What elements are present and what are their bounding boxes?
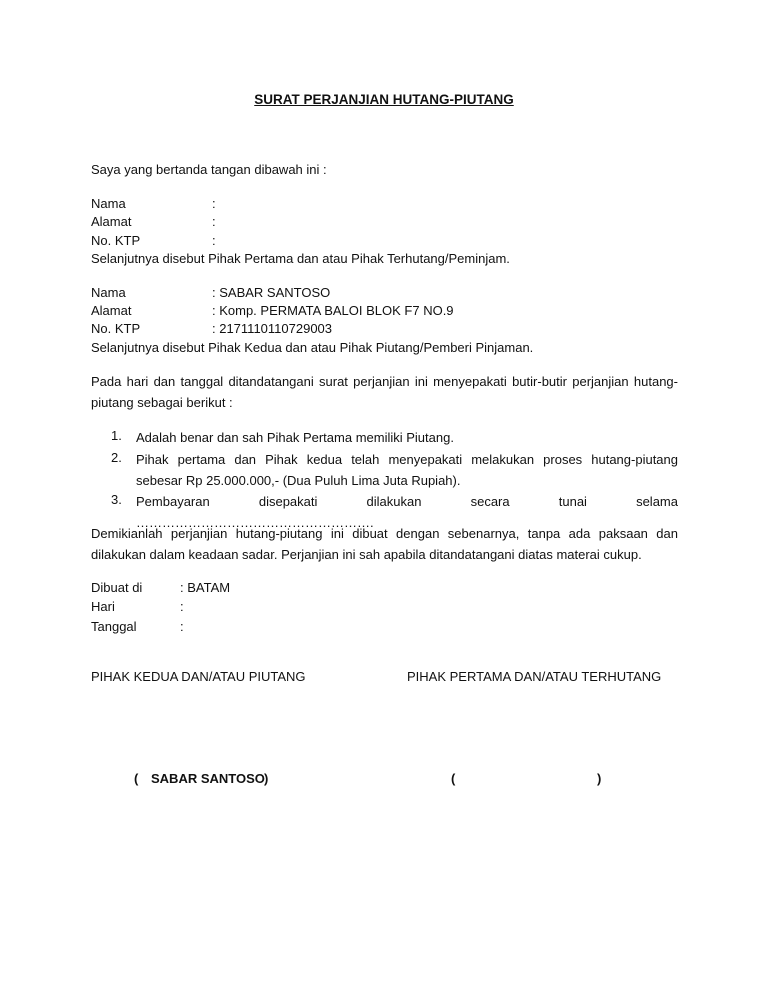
signature-left-close-paren: ) — [264, 771, 269, 786]
agreement-intro: Pada hari dan tanggal ditandatangani surat perjanjian ini menyepakati butir-butir perjanjian hutang-piutang sebagai berikut : — [91, 374, 678, 410]
list-item-text: Adalah benar dan sah Pihak Pertama memiliki Piutang. — [136, 430, 454, 445]
party2-ktp-label: No. KTP — [91, 321, 141, 336]
list-item-number: 3. — [111, 492, 122, 507]
signature-left-name: SABAR SANTOSO — [151, 771, 265, 786]
party1-note: Selanjutnya disebut Pihak Pertama dan atau Pihak Terhutang/Peminjam. — [91, 251, 510, 266]
document-title: SURAT PERJANJIAN HUTANG-PIUTANG — [254, 92, 514, 107]
signature-heading-right: PIHAK PERTAMA DAN/ATAU TERHUTANG — [407, 669, 662, 684]
place-label: Dibuat di — [91, 580, 143, 595]
party2-address-label: Alamat — [91, 303, 132, 318]
party1-name-label: Nama — [91, 196, 126, 211]
party2-name-value: : SABAR SANTOSO — [212, 285, 331, 300]
signature-right-open-paren: ( — [451, 771, 456, 786]
intro-text: Saya yang bertanda tangan dibawah ini : — [91, 162, 327, 177]
signature-left-open-paren: ( — [134, 771, 139, 786]
party2-ktp-value: : 2171110110729003 — [212, 321, 333, 336]
signature-heading-left: PIHAK KEDUA DAN/ATAU PIUTANG — [91, 669, 306, 684]
party1-address-value: : — [212, 214, 216, 229]
list-item-text: Pembayaran disepakati dilakukan secara tunai selama ………………………………………………. — [136, 494, 678, 530]
party2-note: Selanjutnya disebut Pihak Kedua dan atau Pihak Piutang/Pemberi Pinjaman. — [91, 340, 534, 355]
date-label: Tanggal — [91, 619, 137, 634]
party1-ktp-label: No. KTP — [91, 233, 141, 248]
signature-right-close-paren: ) — [597, 771, 602, 786]
list-item-number: 1. — [111, 428, 122, 443]
party2-address-value: : Komp. PERMATA BALOI BLOK F7 NO.9 — [212, 303, 454, 318]
party1-ktp-value: : — [212, 233, 216, 248]
place-value: : BATAM — [180, 580, 231, 595]
day-label: Hari — [91, 599, 115, 614]
party1-name-value: : — [212, 196, 216, 211]
list-item-number: 2. — [111, 450, 122, 465]
date-value: : — [180, 619, 184, 634]
party2-name-label: Nama — [91, 285, 126, 300]
party1-address-label: Alamat — [91, 214, 132, 229]
list-item-text: Pihak pertama dan Pihak kedua telah menyepakati melakukan proses hutang-piutang sebesar Rp 25.000.000,- (Dua Puluh Lima Juta Rupiah). — [136, 452, 678, 488]
closing-paragraph: Demikianlah perjanjian hutang-piutang ini dibuat dengan sebenarnya, tanpa ada paksaan dan dilakukan dalam keadaan sadar. Perjanjian ini sah apabila ditandatangani diatas materai cukup. — [91, 526, 678, 562]
day-value: : — [180, 599, 184, 614]
